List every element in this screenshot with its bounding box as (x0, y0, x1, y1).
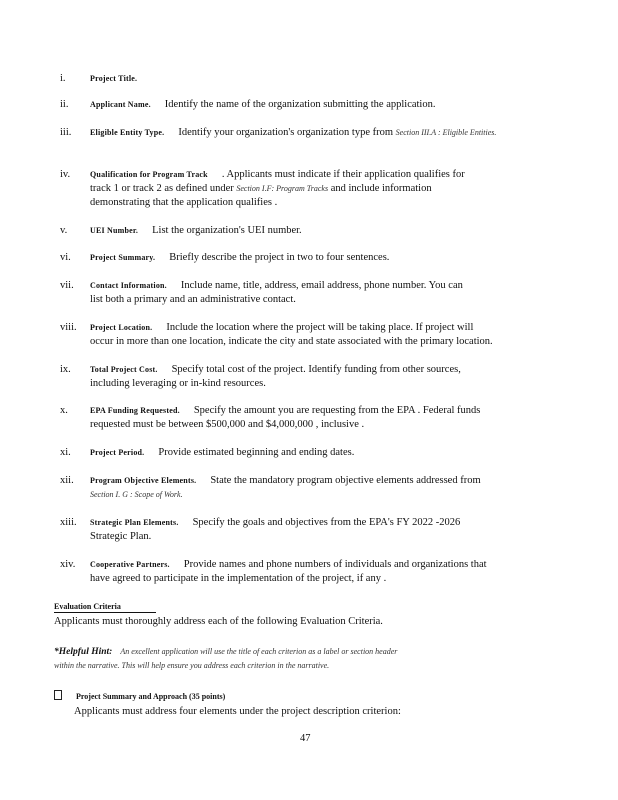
item-label: Total Project Cost. (90, 365, 158, 374)
item-text: including leveraging or in-kind resources. (90, 378, 266, 389)
item-label: Eligible Entity Type. (90, 128, 165, 137)
item-text: Identify the name of the organization submitting the application. (164, 99, 436, 110)
item-number: xii. (60, 475, 74, 486)
item-label: Applicant Name. (90, 100, 151, 109)
hint-text: within the narrative. This will help ensure you address each criterion in the narrative. (54, 661, 330, 670)
item-label: Project Title. (90, 74, 138, 83)
section-reference: Section I.F: Program Tracks (236, 184, 329, 193)
hint-text: An excellent application will use the title of each criterion as a label or section header (120, 647, 398, 656)
item-number: xiv. (60, 559, 76, 570)
section-reference: Section III.A : Eligible Entities (395, 128, 495, 137)
item-tail: . (494, 128, 497, 137)
item-text: Specify the goals and objectives from the EPA's FY 2022 -2026 (192, 517, 461, 528)
item-number: viii. (60, 322, 77, 333)
helpful-hint (54, 645, 574, 673)
item-text: List the organization's UEI number. (152, 225, 302, 236)
item-number: xi. (60, 447, 71, 458)
item-text: have agreed to participate in the implementation of the project, if any . (90, 573, 387, 584)
item-number: iii. (60, 127, 72, 138)
criterion-heading (54, 690, 225, 701)
item-number: ii. (60, 99, 69, 110)
heading-underline (54, 612, 156, 613)
item-label: Qualification for Program Track (90, 170, 208, 179)
section-reference: Section I. G : Scope of Work (90, 490, 181, 499)
item-label: Project Location. (90, 323, 153, 332)
item-text: Include name, title, address, email address, phone number. You can (180, 280, 463, 291)
item-text: Identify your organization's organization type from (178, 127, 394, 138)
item-text: occur in more than one location, indicate the city and state associated with the primary location. (90, 336, 493, 347)
item-tail: . (180, 490, 183, 499)
item-label: Program Objective Elements. (90, 476, 197, 485)
bullet-box-icon (54, 690, 62, 700)
item-text: and include information (330, 183, 432, 194)
item-label: UEI Number. (90, 226, 139, 235)
item-number: ix. (60, 364, 71, 375)
item-number: x. (60, 405, 68, 416)
item-text: Include the location where the project will be taking place. If project will (166, 322, 474, 333)
item-text: Strategic Plan. (90, 531, 152, 542)
evaluation-heading: Evaluation Criteria (54, 602, 121, 611)
item-number: iv. (60, 169, 71, 180)
item-text: Specify the amount you are requesting from the EPA . Federal funds (193, 405, 481, 416)
item-text: State the mandatory program objective elements addressed from (210, 475, 481, 486)
item-number: i. (60, 73, 66, 84)
item-number: vi. (60, 252, 71, 263)
page-number: 47 (300, 733, 311, 744)
evaluation-text: Applicants must thoroughly address each of the following Evaluation Criteria. (54, 616, 383, 627)
item-number: vii. (60, 280, 74, 291)
item-text: Provide names and phone numbers of individuals and organizations that (183, 559, 487, 570)
item-text: . Applicants must indicate if their application qualifies for (221, 169, 465, 180)
item-number: v. (60, 225, 68, 236)
item-text: Specify total cost of the project. Identify funding from other sources, (171, 364, 461, 375)
item-text: Briefly describe the project in two to four sentences. (169, 252, 390, 263)
item-text: Provide estimated beginning and ending dates. (158, 447, 355, 458)
item-label: EPA Funding Requested. (90, 406, 180, 415)
item-label: Strategic Plan Elements. (90, 518, 179, 527)
hint-label: *Helpful Hint: (54, 647, 113, 657)
criterion-title: Project Summary and Approach (35 points) (76, 692, 226, 701)
item-text: demonstrating that the application qualifies . (90, 197, 278, 208)
criterion-text: Applicants must address four elements under the project description criterion: (74, 706, 401, 717)
item-label: Contact Information. (90, 281, 167, 290)
item-text: track 1 or track 2 as defined under (90, 183, 234, 194)
item-number: xiii. (60, 517, 77, 528)
item-label: Cooperative Partners. (90, 560, 170, 569)
item-text: list both a primary and an administrative contact. (90, 294, 296, 305)
item-text: requested must be between $500,000 and $4,000,000 , inclusive . (90, 419, 365, 430)
item-label: Project Period. (90, 448, 145, 457)
item-label: Project Summary. (90, 253, 156, 262)
